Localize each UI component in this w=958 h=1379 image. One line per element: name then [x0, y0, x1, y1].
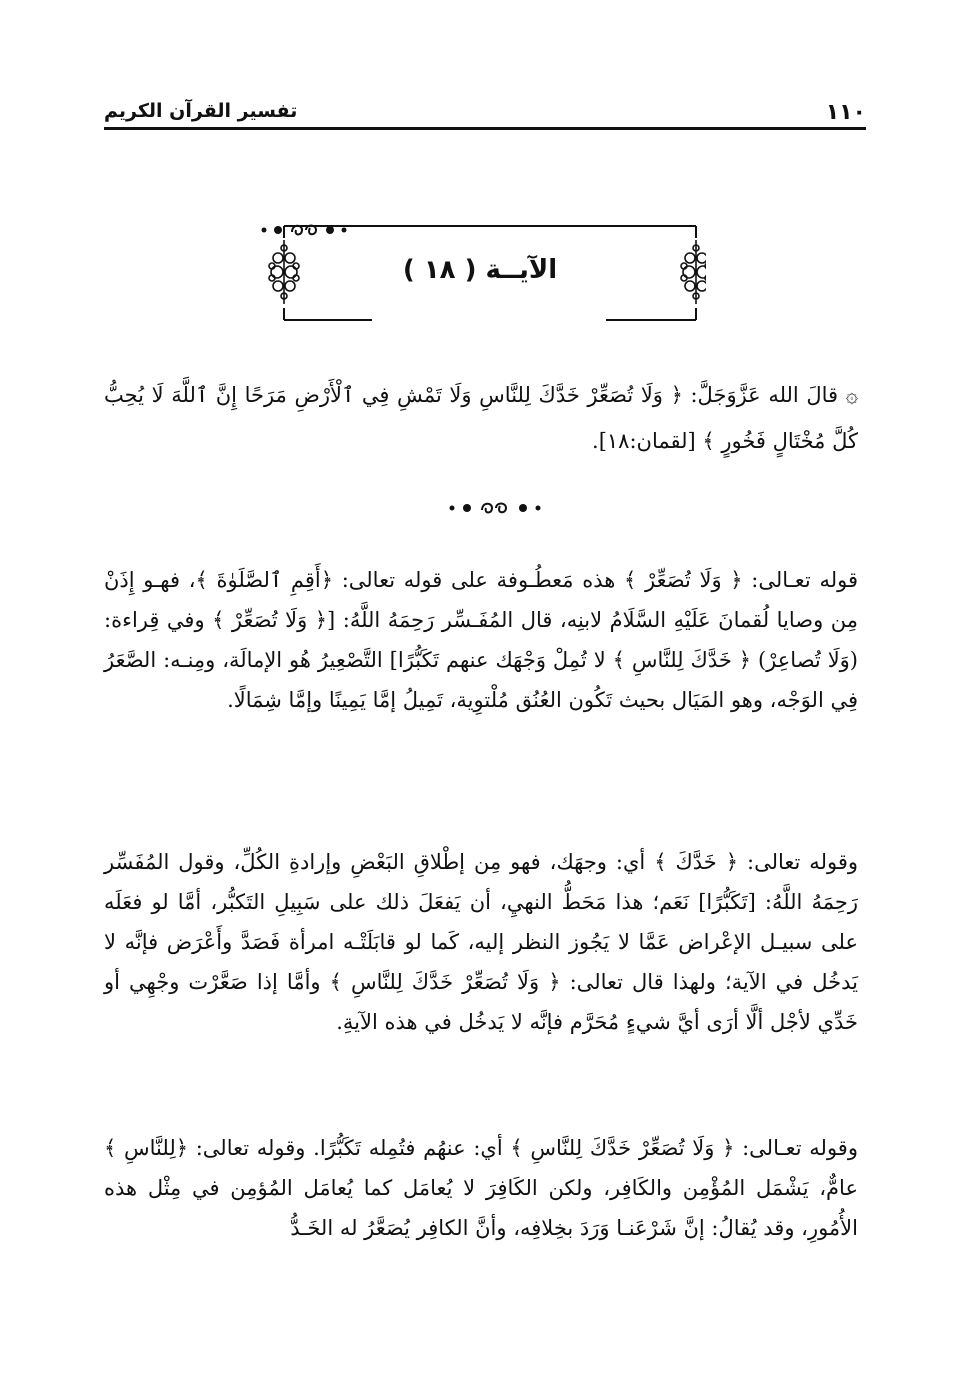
section-divider-ornament-icon	[440, 498, 550, 518]
page-number: ١١٠	[825, 100, 866, 125]
book-title: تفسير القرآن الكريم	[104, 100, 298, 122]
ayah-quote: ۞ قالَ الله عَزَّوَجَلَّ: ﴿ وَلَا تُصَعِّرْ خَدَّكَ لِلنَّاسِ وَلَا تَمْشِ فِي ٱلْأَرْضِ مَرَحًا إِنَّ ٱللَّهَ لَا يُحِبُّ كُلَّ مُخْتَالٍ فَخُورٍ ﴾ [لقمان:١٨].	[104, 383, 858, 453]
paragraph-3: وقوله تعـالى: ﴿ وَلَا تُصَعِّرْ خَدَّكَ لِلنَّاسِ ﴾ أي: عنهُم فتُمِله تَكَبُّرًا. وقوله تعالى: ﴿لِلنَّاسِ ﴾ عامٌّ، يَشْمَل المُؤْمِن والكَافِر، ولكن الكَافِرَ لا يُعامَل كما يُعامَل المُؤمِن في مِثْل هذه الأُمُورِ، وقد يُقالُ: إنَّ شَرْعَنـا وَرَدَ بخِلافِه، وأنَّ الكافِر يُصَعَّرُ له الخَـدُّ	[104, 1136, 858, 1240]
knot-ornament-right-icon	[681, 240, 706, 304]
section-title: الآيــة ( ١٨ )	[402, 255, 558, 285]
knot-ornament-left-icon	[269, 240, 299, 304]
paragraph-1: قوله تعـالى: ﴿ وَلَا تُصَعِّرْ ﴾ هذه مَعطُـوفة على قوله تعالى: ﴿أَقِمِ ٱلصَّلَوٰةَ ﴾، فهـو إِذَنْ مِن وصايا لُقمانَ عَلَيْهِ السَّلَامُ لابنِه، قال المُفَـسِّر رَحِمَهُ اللَّهُ: [﴿ وَلَا تُصَعِّرْ ﴾ وفي قِراءة: (وَلَا تُصاعِرْ) ﴿ خَدَّكَ لِلنَّاسِ ﴾ لا تُمِلْ وَجْهَك عنهم تَكَبُّرًا] التَّصْعِيرُ هُو الإمالَة، ومِنـه: الصَّعَرُ فِي الوَجْه، وهو المَيَال بحيث تَكُون العُنُق مُلْتوِية، تَمِيلُ إمَّا يَمِينًا وإمَّا شِمَالًا.	[104, 568, 858, 712]
title-divider-ornament-icon	[254, 220, 354, 240]
page-header	[104, 96, 866, 130]
header-rule	[104, 127, 866, 130]
paragraph-2: وقوله تعالى: ﴿ خَدَّكَ ﴾ أي: وجهَك، فهو مِن إطْلاقِ البَعْضِ وإرادةِ الكُلِّ، وقول المُفَسِّر رَحِمَهُ اللَّهُ: [تَكَبُّرًا] نَعَم؛ هذا مَحَطُّ النهيِ، أن يَفعَلَ ذلك على سَبِيلِ التَكبُّر، أمَّا لو فعَلَه على سبيـل الإعْراض عَمَّا لا يَجُوز النظر إليه، كَما لو قابَلَتْـه امرأة فَصَدَّ وأَعْرَض فإنَّه لا يَدخُل في الآية؛ ولهذا قال تعالى: ﴿ وَلَا تُصَعِّرْ خَدَّكَ لِلنَّاسِ ﴾ وأمَّا إذا صَعَّرْت وجْهِي أو خَدِّي لأجْل ألَّا أرَى أيَّ شيءٍ مُحَرَّم فإنَّه لا يَدخُل في هذه الآيةِ.	[104, 850, 858, 1034]
section-title-frame	[254, 220, 706, 330]
